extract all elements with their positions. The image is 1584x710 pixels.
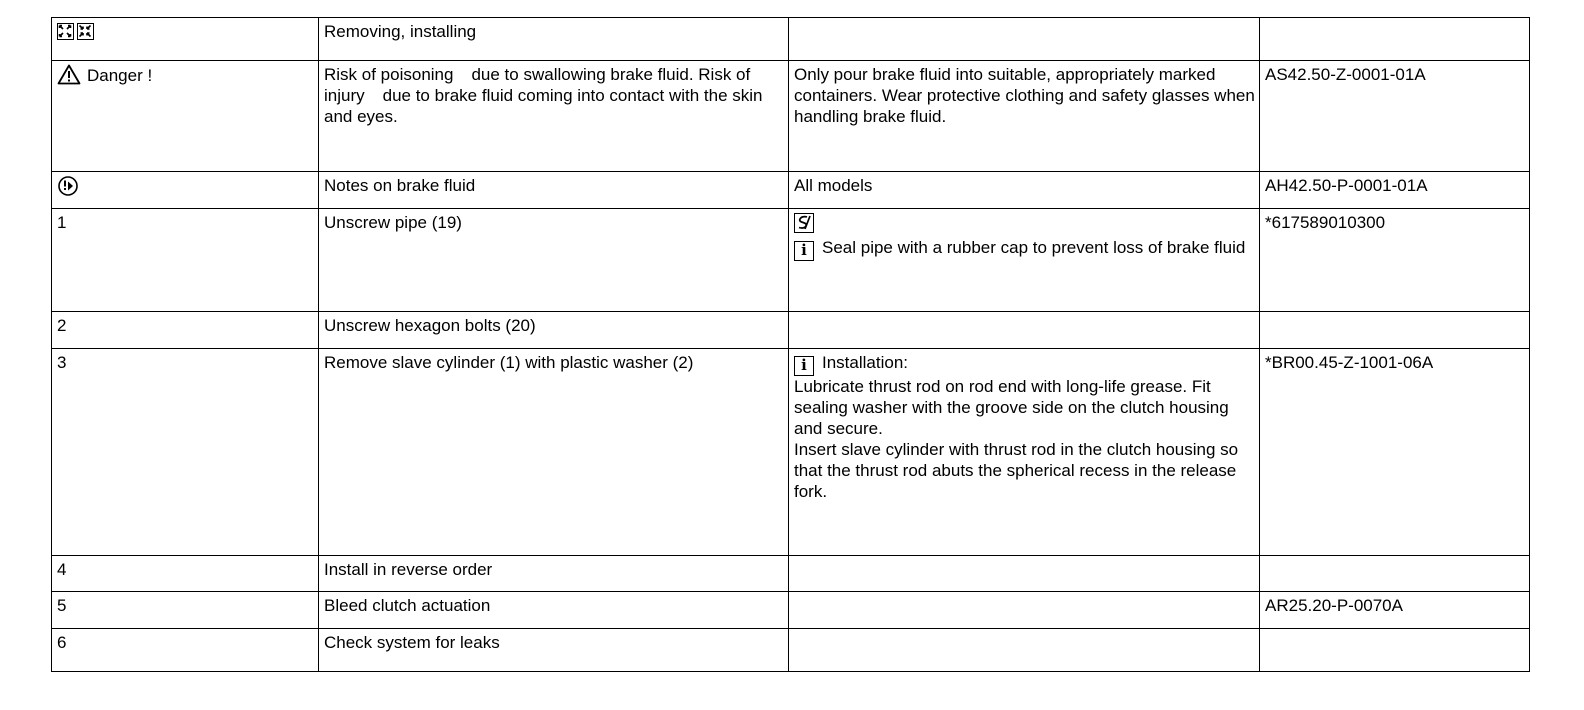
step-action: Unscrew pipe (19) xyxy=(319,209,789,312)
step-reference-link[interactable]: AR25.20-P-0070A xyxy=(1260,592,1530,629)
table-row-step xyxy=(52,312,1530,349)
step-info-cell xyxy=(789,629,1260,672)
step-number: 2 xyxy=(52,312,319,349)
step-reference-cell xyxy=(1260,629,1530,672)
step-info-text: Seal pipe with a rubber cap to prevent loss of brake fluid xyxy=(822,238,1246,257)
special-tool-icon[interactable] xyxy=(794,213,814,233)
step-action: Bleed clutch actuation xyxy=(319,592,789,629)
danger-label: Danger ! xyxy=(87,66,153,85)
step-info-body: Lubricate thrust rod on rod end with long-life grease. Fit sealing washer with the groove side on the clutch housing and secure. xyxy=(794,377,1229,438)
step-info-cell xyxy=(789,556,1260,592)
notes-icon-cell xyxy=(52,172,319,209)
header-empty-cell xyxy=(1260,18,1530,61)
warning-triangle-icon xyxy=(57,64,81,90)
step-action: Remove slave cylinder (1) with plastic washer (2) xyxy=(319,349,789,556)
step-reference-cell xyxy=(1260,556,1530,592)
risk-injury-text: due to brake fluid coming into contact with the skin and eyes. xyxy=(324,86,763,126)
step-info-cell xyxy=(789,312,1260,349)
danger-label-cell xyxy=(52,61,319,172)
table-row-step xyxy=(52,349,1530,556)
header-empty-cell xyxy=(789,18,1260,61)
info-icon: i xyxy=(794,356,814,376)
notes-text: Notes on brake fluid xyxy=(319,172,789,209)
expand-icon[interactable] xyxy=(57,23,74,40)
step-number: 1 xyxy=(52,209,319,312)
step-info-cell xyxy=(789,209,1260,312)
danger-risk-cell xyxy=(319,61,789,172)
procedure-table xyxy=(51,17,1530,672)
danger-measure: Only pour brake fluid into suitable, appropriately marked containers. Wear protective clothing and safety glasses when handling brake fluid. xyxy=(789,61,1260,172)
notes-reference-link[interactable]: AH42.50-P-0001-01A xyxy=(1260,172,1530,209)
step-action: Install in reverse order xyxy=(319,556,789,592)
step-number: 5 xyxy=(52,592,319,629)
step-reference-cell xyxy=(1260,312,1530,349)
table-row-header xyxy=(52,18,1530,61)
table-row-step xyxy=(52,209,1530,312)
step-number: 4 xyxy=(52,556,319,592)
table-row-danger xyxy=(52,61,1530,172)
risk-injury-title: Risk of injury xyxy=(324,65,751,105)
step-number: 6 xyxy=(52,629,319,672)
danger-reference-link[interactable]: AS42.50-Z-0001-01A xyxy=(1260,61,1530,172)
risk-poisoning-title: Risk of poisoning xyxy=(324,65,454,84)
step-info-body: Insert slave cylinder with thrust rod in the clutch housing so that the thrust rod abuts the spherical recess in the release fork. xyxy=(794,440,1239,501)
table-row-step xyxy=(52,592,1530,629)
step-number: 3 xyxy=(52,349,319,556)
header-icons-cell xyxy=(52,18,319,61)
info-icon: i xyxy=(794,241,814,261)
table-row-notes xyxy=(52,172,1530,209)
notes-arrow-icon xyxy=(57,175,79,202)
step-reference-link[interactable]: *BR00.45-Z-1001-06A xyxy=(1260,349,1530,556)
step-info-cell xyxy=(789,592,1260,629)
notes-models: All models xyxy=(789,172,1260,209)
step-info-cell xyxy=(789,349,1260,556)
collapse-icon[interactable] xyxy=(77,23,94,40)
header-title: Removing, installing xyxy=(319,18,789,61)
table-row-step xyxy=(52,629,1530,672)
risk-poisoning-text: due to swallowing brake fluid. xyxy=(471,65,694,84)
step-action: Unscrew hexagon bolts (20) xyxy=(319,312,789,349)
table-row-step xyxy=(52,556,1530,592)
step-info-title: Installation: xyxy=(822,353,908,372)
step-reference-link[interactable]: *617589010300 xyxy=(1260,209,1530,312)
step-action: Check system for leaks xyxy=(319,629,789,672)
